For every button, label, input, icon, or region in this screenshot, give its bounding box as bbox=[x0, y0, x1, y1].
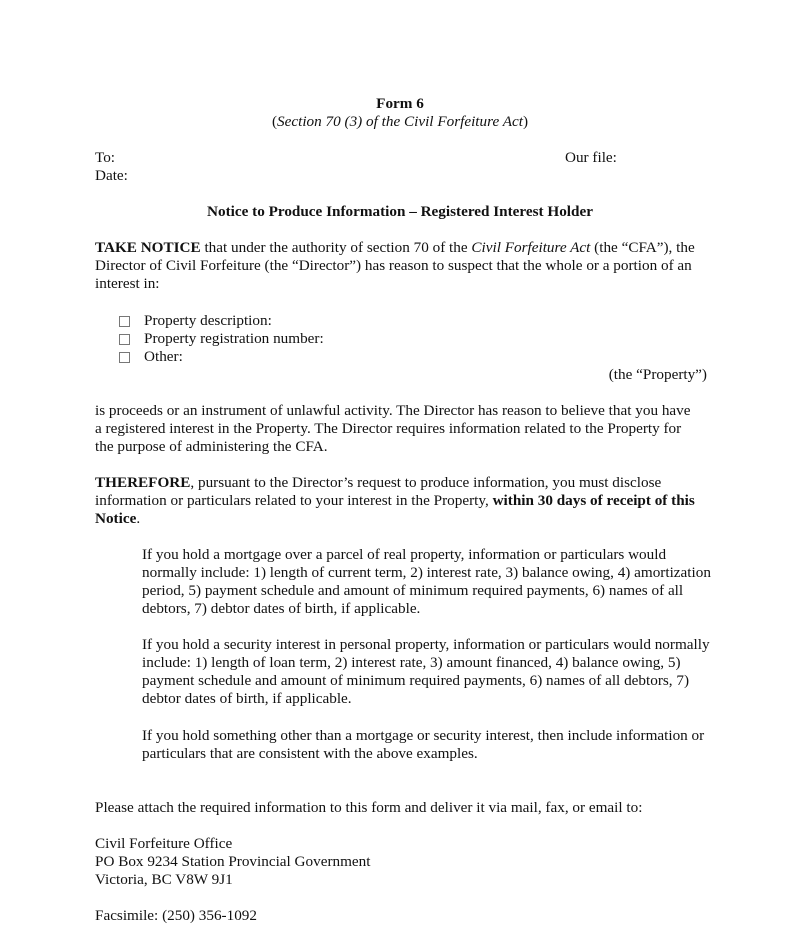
act-name: Civil Forfeiture Act bbox=[471, 239, 591, 256]
checkbox-icon[interactable] bbox=[119, 352, 130, 363]
date-label: Date: bbox=[95, 167, 128, 184]
notice-title: Notice to Produce Information – Registered Interest Holder bbox=[207, 203, 593, 220]
property-options-list bbox=[118, 312, 324, 366]
checkbox-icon[interactable] bbox=[119, 316, 130, 327]
therefore-text: , pursuant to the Director’s request to produce information, you must disclose information or particulars related to your interest in the Property, bbox=[95, 474, 662, 509]
therefore-paragraph bbox=[95, 474, 700, 528]
delivery-instruction: Please attach the required information to this form and deliver it via mail, fax, or email to: bbox=[95, 799, 643, 816]
take-notice-text-2: (the “CFA”), the Director of Civil Forfeiture (the “Director”) has reason to suspect that the whole or a portion of an interest in: bbox=[95, 239, 695, 292]
section-close-paren: ) bbox=[522, 113, 529, 130]
our-file-label: Our file: bbox=[565, 149, 617, 166]
take-notice-text-1: that under the authority of section 70 of the bbox=[200, 239, 472, 256]
form-number: Form 6 bbox=[376, 95, 424, 112]
to-label: To: bbox=[95, 149, 116, 166]
section-reference-line bbox=[0, 113, 800, 131]
office-city: Victoria, BC V8W 9J1 bbox=[95, 871, 233, 888]
office-address bbox=[95, 835, 370, 889]
take-notice-paragraph bbox=[95, 239, 715, 293]
property-option-description[interactable] bbox=[118, 312, 324, 330]
other-interest-example: If you hold something other than a mortgage or security interest, then include information or particulars that are consistent with the above examples. bbox=[142, 727, 705, 762]
property-option-label: Property description: bbox=[144, 312, 272, 329]
take-notice-lead: TAKE NOTICE bbox=[95, 239, 201, 256]
security-interest-example: If you hold a security interest in personal property, information or particulars would normally include: 1) length of loan term, 2) interest rate, 3) amount financed, 4) balance owing, 5) payment schedule and amount of minimum required payments, 6) names of all debtors, 7) debtor dates of birth, if applicable. bbox=[142, 636, 710, 707]
therefore-lead: THEREFORE bbox=[95, 474, 191, 491]
property-option-label: Other: bbox=[144, 348, 183, 365]
checkbox-icon[interactable] bbox=[119, 334, 130, 345]
therefore-end: . bbox=[136, 510, 141, 527]
property-option-registration-number[interactable] bbox=[118, 330, 324, 348]
facsimile-number: Facsimile: (250) 356-1092 bbox=[95, 907, 257, 924]
property-option-other[interactable] bbox=[118, 348, 324, 366]
property-suffix: (the “Property”) bbox=[608, 366, 707, 383]
office-po-box: PO Box 9234 Station Provincial Government bbox=[95, 853, 371, 870]
office-name: Civil Forfeiture Office bbox=[95, 835, 233, 852]
mortgage-example: If you hold a mortgage over a parcel of real property, information or particulars would normally include: 1) length of current term, 2) interest rate, 3) balance owing, 4) amortization period, 5) payment schedule and amount of minimum required payments, 6) names of all debtors, 7) debtor dates of birth, if applicable. bbox=[142, 546, 711, 617]
section-reference: Section 70 (3) of the Civil Forfeiture Act bbox=[277, 113, 523, 130]
section-open-paren: ( bbox=[271, 113, 278, 130]
form-header bbox=[0, 95, 800, 131]
proceeds-paragraph: is proceeds or an instrument of unlawful activity. The Director has reason to believe that you have a registered interest in the Property. The Director requires information related to the Property for the purpose of administering the CFA. bbox=[95, 402, 691, 455]
deadline: within 30 days of receipt of this Notice bbox=[95, 492, 695, 527]
property-option-label: Property registration number: bbox=[144, 330, 324, 347]
